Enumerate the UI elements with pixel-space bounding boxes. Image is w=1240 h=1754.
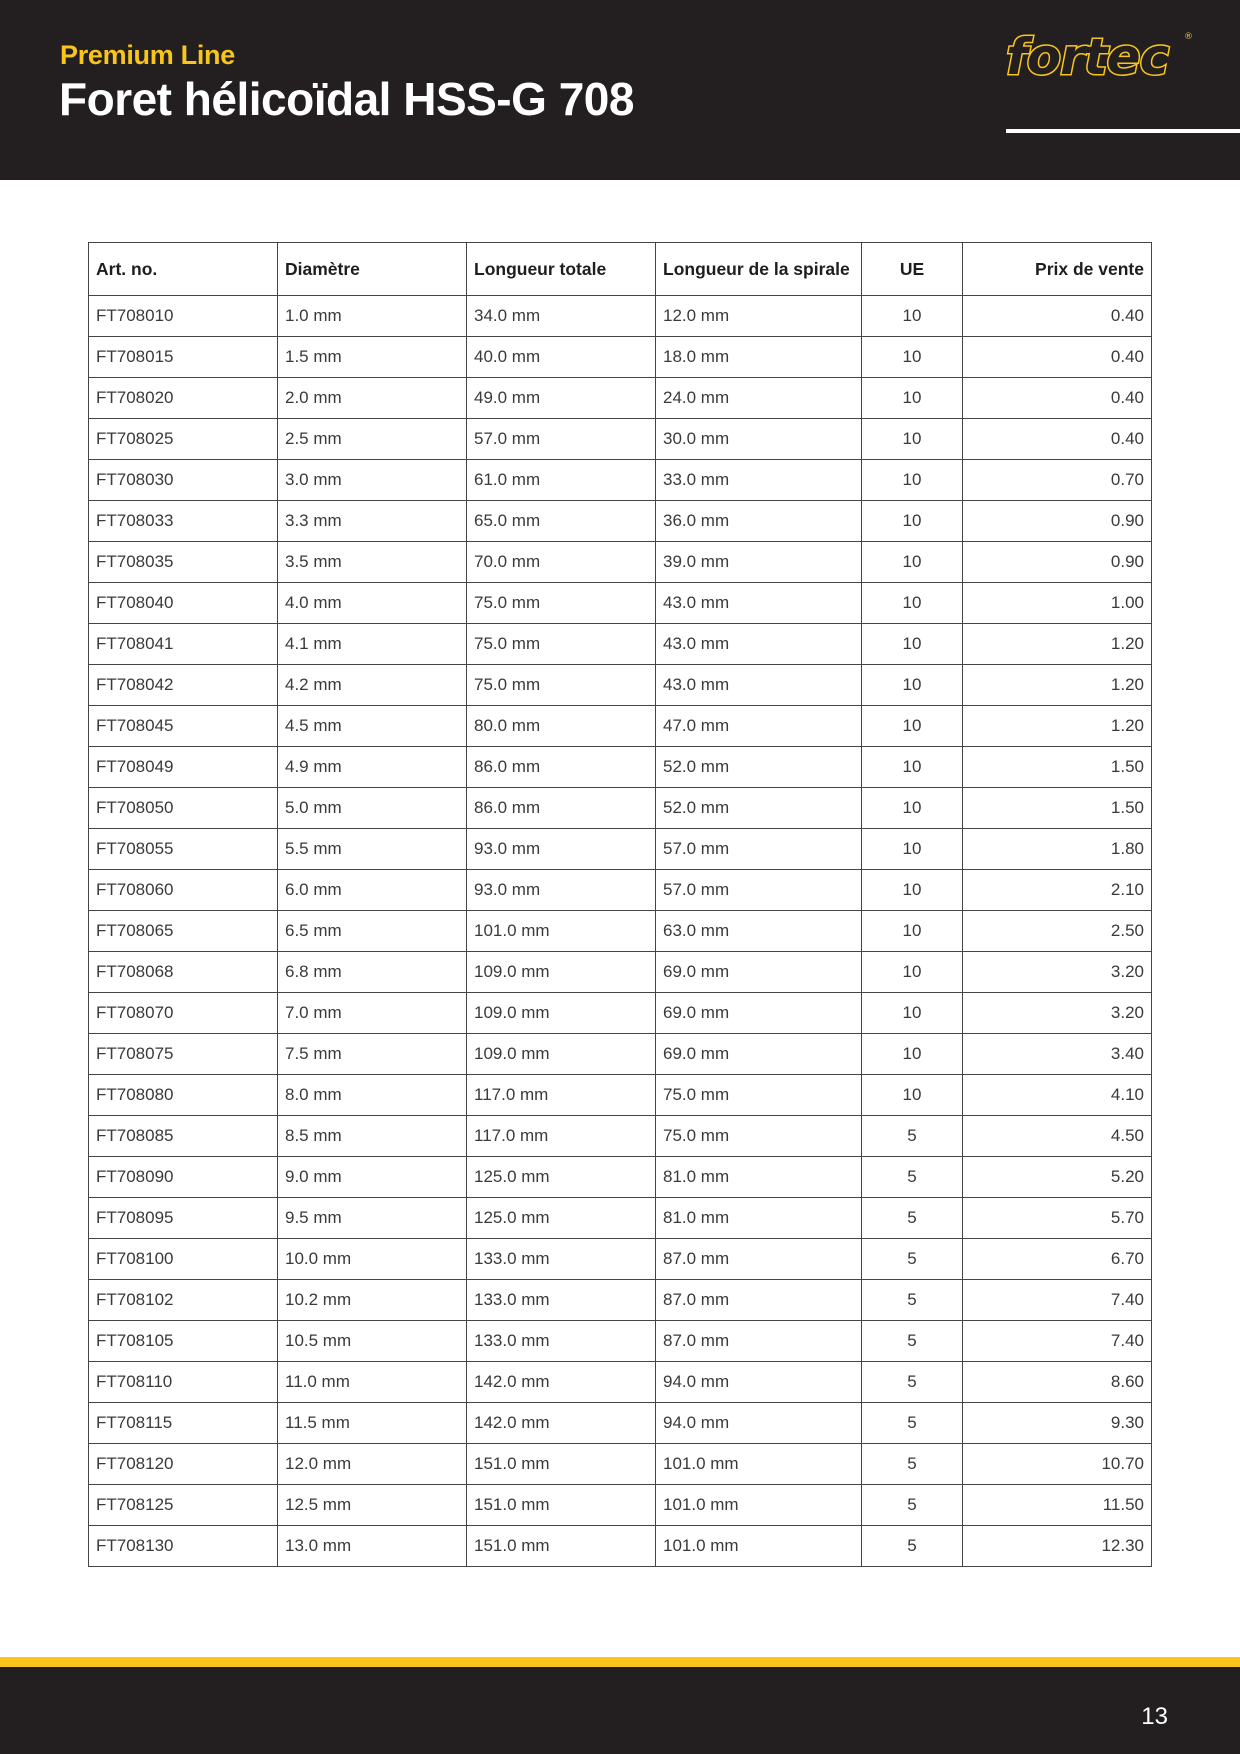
cell-total-length: 34.0 mm [467,296,656,337]
cell-art-no: FT708060 [89,870,278,911]
table-row [89,706,1152,747]
cell-packaging-unit: 10 [862,747,963,788]
cell-price: 5.20 [963,1157,1152,1198]
cell-price: 7.40 [963,1321,1152,1362]
cell-spiral-length: 87.0 mm [656,1280,862,1321]
cell-spiral-length: 12.0 mm [656,296,862,337]
cell-diameter: 13.0 mm [278,1526,467,1567]
page-header [0,0,1240,180]
cell-price: 11.50 [963,1485,1152,1526]
product-spec-table [88,242,1152,1567]
page-title: Foret hélicoïdal HSS-G 708 [59,73,634,125]
cell-diameter: 7.5 mm [278,1034,467,1075]
cell-diameter: 4.5 mm [278,706,467,747]
cell-total-length: 75.0 mm [467,583,656,624]
page-number: 13 [1141,1703,1168,1730]
cell-diameter: 6.0 mm [278,870,467,911]
cell-packaging-unit: 5 [862,1280,963,1321]
cell-diameter: 12.0 mm [278,1444,467,1485]
cell-packaging-unit: 10 [862,665,963,706]
cell-total-length: 40.0 mm [467,337,656,378]
cell-total-length: 151.0 mm [467,1444,656,1485]
cell-diameter: 8.0 mm [278,1075,467,1116]
cell-diameter: 3.3 mm [278,501,467,542]
cell-spiral-length: 39.0 mm [656,542,862,583]
cell-art-no: FT708025 [89,419,278,460]
table-row [89,747,1152,788]
cell-total-length: 125.0 mm [467,1198,656,1239]
table-row [89,1280,1152,1321]
cell-total-length: 133.0 mm [467,1280,656,1321]
cell-spiral-length: 43.0 mm [656,624,862,665]
column-header-price: Prix de vente [963,243,1152,296]
cell-price: 1.20 [963,624,1152,665]
cell-spiral-length: 69.0 mm [656,952,862,993]
table-row [89,1075,1152,1116]
cell-packaging-unit: 10 [862,460,963,501]
cell-packaging-unit: 5 [862,1362,963,1403]
cell-packaging-unit: 10 [862,952,963,993]
cell-total-length: 151.0 mm [467,1485,656,1526]
column-header-diameter: Diamètre [278,243,467,296]
cell-packaging-unit: 10 [862,829,963,870]
cell-art-no: FT708102 [89,1280,278,1321]
cell-spiral-length: 33.0 mm [656,460,862,501]
cell-packaging-unit: 10 [862,706,963,747]
cell-total-length: 86.0 mm [467,747,656,788]
cell-total-length: 109.0 mm [467,1034,656,1075]
cell-art-no: FT708041 [89,624,278,665]
table-body [89,296,1152,1567]
cell-total-length: 93.0 mm [467,829,656,870]
table-row [89,665,1152,706]
cell-diameter: 3.0 mm [278,460,467,501]
cell-spiral-length: 81.0 mm [656,1157,862,1198]
cell-spiral-length: 63.0 mm [656,911,862,952]
cell-art-no: FT708010 [89,296,278,337]
cell-diameter: 10.2 mm [278,1280,467,1321]
cell-spiral-length: 87.0 mm [656,1239,862,1280]
cell-price: 10.70 [963,1444,1152,1485]
table-row [89,624,1152,665]
cell-packaging-unit: 5 [862,1116,963,1157]
cell-price: 0.90 [963,501,1152,542]
cell-price: 3.20 [963,952,1152,993]
cell-diameter: 6.5 mm [278,911,467,952]
cell-packaging-unit: 10 [862,624,963,665]
cell-packaging-unit: 5 [862,1198,963,1239]
cell-art-no: FT708130 [89,1526,278,1567]
cell-art-no: FT708045 [89,706,278,747]
cell-packaging-unit: 10 [862,1075,963,1116]
cell-art-no: FT708100 [89,1239,278,1280]
table-row [89,1321,1152,1362]
cell-art-no: FT708075 [89,1034,278,1075]
brand-logo [1004,30,1194,84]
cell-spiral-length: 57.0 mm [656,870,862,911]
cell-spiral-length: 69.0 mm [656,1034,862,1075]
cell-spiral-length: 18.0 mm [656,337,862,378]
cell-diameter: 10.5 mm [278,1321,467,1362]
cell-art-no: FT708042 [89,665,278,706]
cell-total-length: 61.0 mm [467,460,656,501]
cell-total-length: 117.0 mm [467,1116,656,1157]
cell-art-no: FT708090 [89,1157,278,1198]
header-divider [1006,129,1240,133]
cell-total-length: 49.0 mm [467,378,656,419]
cell-price: 2.10 [963,870,1152,911]
cell-art-no: FT708065 [89,911,278,952]
cell-price: 5.70 [963,1198,1152,1239]
cell-spiral-length: 52.0 mm [656,788,862,829]
cell-packaging-unit: 5 [862,1526,963,1567]
cell-art-no: FT708015 [89,337,278,378]
cell-total-length: 133.0 mm [467,1239,656,1280]
cell-total-length: 109.0 mm [467,952,656,993]
cell-total-length: 142.0 mm [467,1403,656,1444]
table-row [89,501,1152,542]
table-row [89,1034,1152,1075]
cell-total-length: 80.0 mm [467,706,656,747]
cell-packaging-unit: 10 [862,337,963,378]
cell-spiral-length: 57.0 mm [656,829,862,870]
column-header-spiral-length: Longueur de la spirale [656,243,862,296]
cell-diameter: 8.5 mm [278,1116,467,1157]
cell-diameter: 4.2 mm [278,665,467,706]
cell-diameter: 12.5 mm [278,1485,467,1526]
cell-packaging-unit: 10 [862,870,963,911]
cell-total-length: 70.0 mm [467,542,656,583]
cell-diameter: 1.0 mm [278,296,467,337]
cell-diameter: 7.0 mm [278,993,467,1034]
cell-diameter: 6.8 mm [278,952,467,993]
table-row [89,993,1152,1034]
page-footer [0,1667,1240,1754]
table-row [89,1403,1152,1444]
table-row [89,952,1152,993]
cell-price: 0.40 [963,378,1152,419]
table-row [89,1526,1152,1567]
cell-packaging-unit: 10 [862,911,963,952]
column-header-art-no: Art. no. [89,243,278,296]
cell-total-length: 75.0 mm [467,665,656,706]
cell-price: 1.50 [963,788,1152,829]
cell-packaging-unit: 10 [862,419,963,460]
cell-price: 1.80 [963,829,1152,870]
cell-spiral-length: 94.0 mm [656,1403,862,1444]
product-line-label: Premium Line [60,40,235,70]
cell-diameter: 2.5 mm [278,419,467,460]
cell-spiral-length: 52.0 mm [656,747,862,788]
cell-price: 4.10 [963,1075,1152,1116]
brand-logo-text: fortec [1006,30,1169,84]
cell-total-length: 142.0 mm [467,1362,656,1403]
cell-spiral-length: 101.0 mm [656,1444,862,1485]
table-row [89,870,1152,911]
cell-spiral-length: 47.0 mm [656,706,862,747]
cell-spiral-length: 43.0 mm [656,583,862,624]
cell-packaging-unit: 10 [862,501,963,542]
cell-total-length: 117.0 mm [467,1075,656,1116]
table-row [89,337,1152,378]
column-header-packaging-unit: UE [862,243,963,296]
cell-spiral-length: 81.0 mm [656,1198,862,1239]
cell-diameter: 4.0 mm [278,583,467,624]
footer-accent-stripe [0,1657,1240,1667]
table-row [89,378,1152,419]
table-row [89,1362,1152,1403]
cell-art-no: FT708055 [89,829,278,870]
cell-packaging-unit: 10 [862,1034,963,1075]
cell-art-no: FT708049 [89,747,278,788]
cell-price: 0.40 [963,337,1152,378]
table-row [89,1116,1152,1157]
cell-packaging-unit: 10 [862,583,963,624]
cell-art-no: FT708040 [89,583,278,624]
table-row [89,1239,1152,1280]
cell-art-no: FT708095 [89,1198,278,1239]
cell-spiral-length: 101.0 mm [656,1526,862,1567]
table-row [89,1485,1152,1526]
cell-price: 1.00 [963,583,1152,624]
cell-packaging-unit: 5 [862,1403,963,1444]
table-row [89,542,1152,583]
cell-spiral-length: 69.0 mm [656,993,862,1034]
cell-price: 2.50 [963,911,1152,952]
cell-art-no: FT708030 [89,460,278,501]
table-row [89,1198,1152,1239]
table-row [89,788,1152,829]
cell-total-length: 101.0 mm [467,911,656,952]
cell-packaging-unit: 5 [862,1157,963,1198]
cell-price: 1.20 [963,665,1152,706]
cell-packaging-unit: 5 [862,1321,963,1362]
cell-diameter: 2.0 mm [278,378,467,419]
table-row [89,829,1152,870]
cell-art-no: FT708050 [89,788,278,829]
cell-packaging-unit: 5 [862,1239,963,1280]
cell-price: 1.20 [963,706,1152,747]
cell-total-length: 65.0 mm [467,501,656,542]
table-row [89,911,1152,952]
cell-diameter: 5.0 mm [278,788,467,829]
cell-diameter: 5.5 mm [278,829,467,870]
table-row [89,296,1152,337]
cell-spiral-length: 94.0 mm [656,1362,862,1403]
cell-packaging-unit: 10 [862,296,963,337]
cell-art-no: FT708110 [89,1362,278,1403]
cell-price: 0.40 [963,296,1152,337]
cell-diameter: 10.0 mm [278,1239,467,1280]
cell-spiral-length: 75.0 mm [656,1075,862,1116]
cell-price: 0.40 [963,419,1152,460]
cell-total-length: 75.0 mm [467,624,656,665]
cell-packaging-unit: 10 [862,542,963,583]
cell-packaging-unit: 10 [862,378,963,419]
cell-price: 12.30 [963,1526,1152,1567]
table-row [89,583,1152,624]
cell-art-no: FT708035 [89,542,278,583]
cell-total-length: 109.0 mm [467,993,656,1034]
table-header-row [89,243,1152,296]
cell-price: 3.40 [963,1034,1152,1075]
cell-price: 0.70 [963,460,1152,501]
cell-price: 7.40 [963,1280,1152,1321]
cell-diameter: 9.0 mm [278,1157,467,1198]
cell-packaging-unit: 5 [862,1485,963,1526]
cell-total-length: 151.0 mm [467,1526,656,1567]
registered-mark: ® [1184,32,1193,42]
cell-art-no: FT708115 [89,1403,278,1444]
cell-price: 9.30 [963,1403,1152,1444]
cell-packaging-unit: 5 [862,1444,963,1485]
cell-art-no: FT708080 [89,1075,278,1116]
cell-diameter: 4.9 mm [278,747,467,788]
cell-price: 6.70 [963,1239,1152,1280]
cell-price: 8.60 [963,1362,1152,1403]
cell-price: 0.90 [963,542,1152,583]
cell-art-no: FT708085 [89,1116,278,1157]
cell-price: 1.50 [963,747,1152,788]
cell-spiral-length: 75.0 mm [656,1116,862,1157]
cell-diameter: 11.5 mm [278,1403,467,1444]
cell-diameter: 11.0 mm [278,1362,467,1403]
cell-spiral-length: 24.0 mm [656,378,862,419]
cell-diameter: 3.5 mm [278,542,467,583]
cell-spiral-length: 43.0 mm [656,665,862,706]
cell-art-no: FT708068 [89,952,278,993]
cell-total-length: 57.0 mm [467,419,656,460]
cell-art-no: FT708105 [89,1321,278,1362]
cell-diameter: 9.5 mm [278,1198,467,1239]
cell-spiral-length: 87.0 mm [656,1321,862,1362]
cell-art-no: FT708125 [89,1485,278,1526]
cell-total-length: 86.0 mm [467,788,656,829]
cell-diameter: 4.1 mm [278,624,467,665]
cell-total-length: 133.0 mm [467,1321,656,1362]
cell-packaging-unit: 10 [862,993,963,1034]
cell-packaging-unit: 10 [862,788,963,829]
cell-art-no: FT708033 [89,501,278,542]
table-row [89,460,1152,501]
table-row [89,419,1152,460]
cell-art-no: FT708020 [89,378,278,419]
cell-art-no: FT708120 [89,1444,278,1485]
cell-total-length: 93.0 mm [467,870,656,911]
table-row [89,1444,1152,1485]
cell-spiral-length: 101.0 mm [656,1485,862,1526]
cell-art-no: FT708070 [89,993,278,1034]
cell-spiral-length: 36.0 mm [656,501,862,542]
cell-spiral-length: 30.0 mm [656,419,862,460]
cell-price: 3.20 [963,993,1152,1034]
column-header-total-length: Longueur totale [467,243,656,296]
cell-diameter: 1.5 mm [278,337,467,378]
cell-price: 4.50 [963,1116,1152,1157]
table-row [89,1157,1152,1198]
cell-total-length: 125.0 mm [467,1157,656,1198]
